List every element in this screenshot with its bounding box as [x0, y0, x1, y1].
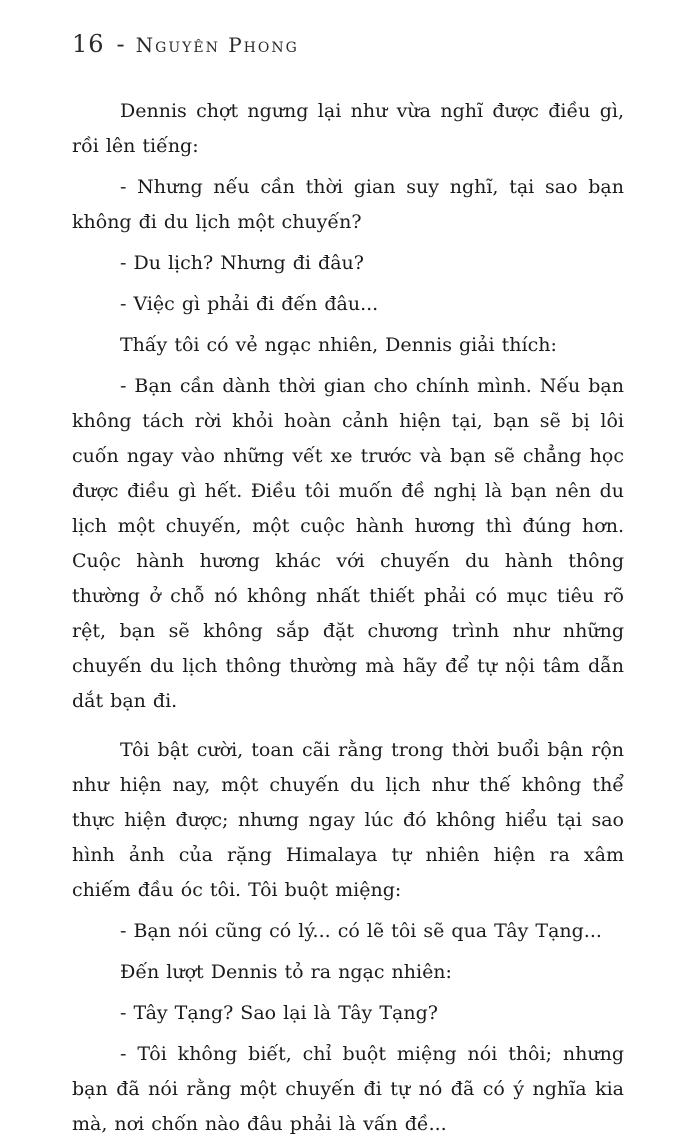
paragraph: - Nhưng nếu cần thời gian suy nghĩ, tại sao bạn không đi du lịch một chuyến? [72, 176, 624, 233]
paragraph: - Việc gì phải đi đến đâu... [120, 293, 379, 315]
paragraph: Tôi bật cười, toan cãi rằng trong thời buổi bận rộn như hiện nay, một chuyến du lịch như thế không thể thực hiện được; nhưng ngay lúc đó không hiểu tại sao hình ảnh của rặng Himalaya tự nhiên hiện ra xâm chiếm đầu óc tôi. Tôi buột miệng: [72, 739, 624, 901]
paragraph: - Tôi không biết, chỉ buột miệng nói thôi; nhưng bạn đã nói rằng một chuyến đi tự nó đã có ý nghĩa kia mà, nơi chốn nào đâu phải là vấn đề... [72, 1043, 624, 1135]
page-number: 16 [72, 30, 105, 58]
paragraph: - Du lịch? Nhưng đi đâu? [120, 252, 364, 274]
paragraph: Đến lượt Dennis tỏ ra ngạc nhiên: [120, 961, 452, 983]
running-head-separator: - [116, 30, 126, 58]
running-head [72, 30, 299, 58]
paragraph: - Bạn nói cũng có lý... có lẽ tôi sẽ qua Tây Tạng... [120, 920, 602, 942]
running-head-author: Nguyên Phong [135, 33, 299, 57]
paragraph: Dennis chợt ngưng lại như vừa nghĩ được điều gì, rồi lên tiếng: [72, 100, 624, 157]
paragraph: - Bạn cần dành thời gian cho chính mình. Nếu bạn không tách rời khỏi hoàn cảnh hiện tại, bạn sẽ bị lôi cuốn ngay vào những vết xe trước và bạn sẽ chẳng học được điều gì hết. Điều tôi muốn đề nghị là bạn nên du lịch một chuyến, một cuộc hành hương thì đúng hơn. Cuộc hành hương khác với chuyến du hành thông thường ở chỗ nó không nhất thiết phải có mục tiêu rõ rệt, bạn sẽ không sắp đặt chương trình như những chuyến du lịch thông thường mà hãy để tự nội tâm dẫn dắt bạn đi. [72, 375, 624, 712]
paragraph: - Tây Tạng? Sao lại là Tây Tạng? [120, 1002, 438, 1024]
paragraph: Thấy tôi có vẻ ngạc nhiên, Dennis giải thích: [120, 334, 557, 356]
